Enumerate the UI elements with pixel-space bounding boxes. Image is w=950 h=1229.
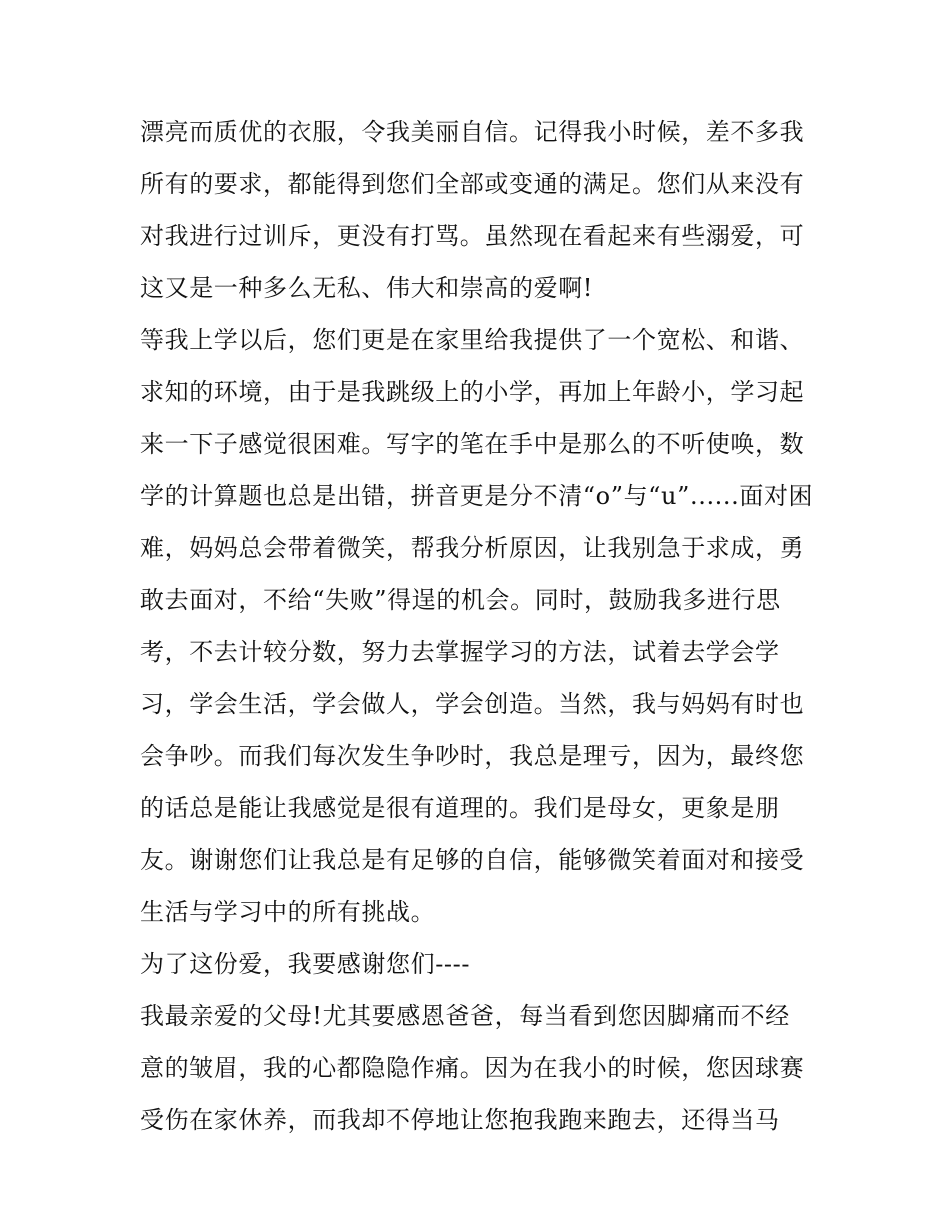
text-line: 意的皱眉，我的心都隐隐作痛。因为在我小的时候，您因球赛 [140,1054,805,1082]
text-line: 等我上学以后，您们更是在家里给我提供了一个宽松、和谐、 [140,326,805,354]
text-line: 敢去面对，不给“失败”得逞的机会。同时，鼓励我多进行思 [140,586,781,614]
text-line: 来一下子感觉很困难。写字的笔在手中是那么的不听使唤，数 [140,430,805,458]
text-line: 求知的环境，由于是我跳级上的小学，再加上年龄小，学习起 [140,378,805,406]
text-line: 漂亮而质优的衣服，令我美丽自信。记得我小时候，差不多我 [140,118,805,146]
text-line: 所有的要求，都能得到您们全部或变通的满足。您们从来没有 [140,170,805,198]
text-line: 会争吵。而我们每次发生争吵时，我总是理亏，因为，最终您 [140,742,805,770]
text-line: 习，学会生活，学会做人，学会创造。当然，我与妈妈有时也 [140,690,805,718]
document-body [140,106,820,1146]
text-line: 学的计算题也总是出错，拼音更是分不清“o”与“u”......面对困 [140,482,814,510]
text-line: 友。谢谢您们让我总是有足够的自信，能够微笑着面对和接受 [140,846,805,874]
text-line: 生活与学习中的所有挑战。 [140,898,436,926]
text-line: 难，妈妈总会带着微笑，帮我分析原因，让我别急于求成，勇 [140,534,805,562]
text-line: 为了这份爱，我要感谢您们---- [140,950,471,978]
text-line: 我最亲爱的父母!尤其要感恩爸爸，每当看到您因脚痛而不经 [140,1002,790,1030]
text-line: 的话总是能让我感觉是很有道理的。我们是母女，更象是朋 [140,794,780,822]
text-line: 考，不去计较分数，努力去掌握学习的方法，试着去学会学 [140,638,780,666]
text-line: 这又是一种多么无私、伟大和崇高的爱啊! [140,274,594,302]
text-line: 对我进行过训斥，更没有打骂。虽然现在看起来有些溺爱，可 [140,222,805,250]
text-line: 受伤在家休养，而我却不停地让您抱我跑来跑去，还得当马 [140,1106,780,1134]
